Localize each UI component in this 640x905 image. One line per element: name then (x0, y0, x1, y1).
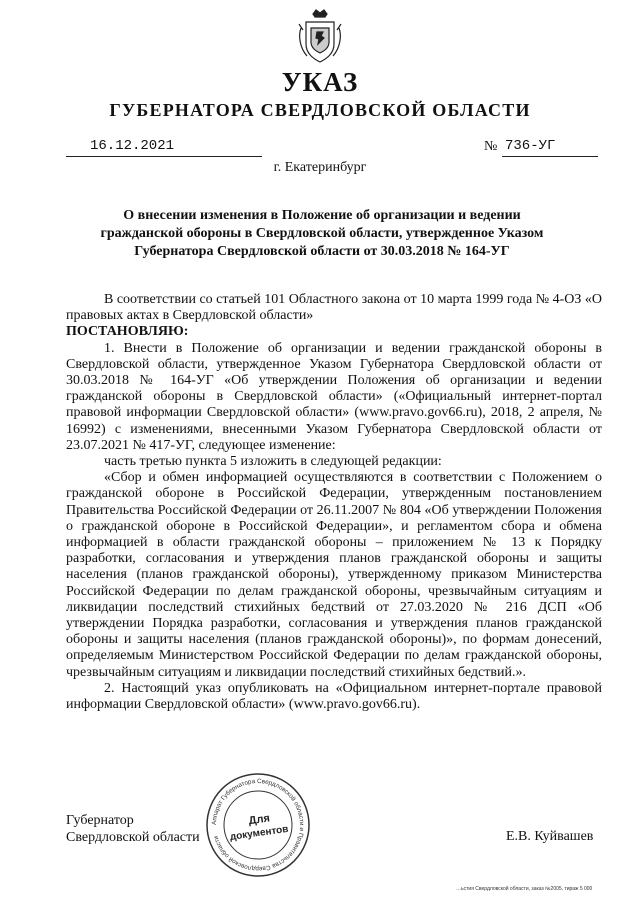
quoted-text: «Сбор и обмен информацией осуществляются в соответствии с Положением о гражданской обороне в Российской Федерации, утвержденным постановлением Правительства Российской Федерации от 26.11.2007 № 804 «Об утверждении Положения о гражданской обороне в Российской Федерации», и регламентом сбора и обмена информацией в области гражданской обороны – приложением № 13 к Порядку разработки, согласования и утверждения планов гражданской обороны и защиты населения (планов гражданской обороны), утвержденному приказом Министерства Российской Федерации по делам гражданской обороны, чрезвычайным ситуациям и ликвидации последствий стихийных бедствий от 27.03.2020 № 216 ДСП «Об утверждении Порядка разработки, согласования и утверждения планов гражданской обороны и защиты населения (планов гражданской обороны)», по формам донесений, определяемым Министерством Российской Федерации по делам гражданской обороны, чрезвычайным ситуациям и ликвидации последствий стихийных бедствий.». (66, 470, 602, 680)
print-footer: …ьстия Свердловской области, заказ №2005, тираж 5 000 (456, 886, 593, 892)
stamp-line-2: документов (229, 823, 290, 843)
document-title: О внесении изменения в Положение об организации и ведении гражданской обороны в Свердловской области, утвержденное Указом Губернатора Свердловской области от 30.03.2018 № 164-УГ (100, 208, 544, 259)
coat-of-arms-icon (297, 8, 343, 66)
document-number: 736-УГ (505, 138, 556, 154)
preamble: В соответствии со статьей 101 Областного закона от 10 марта 1999 года № 4-ОЗ «О правовых актах в Свердловской области» (66, 292, 602, 324)
resolve-heading: ПОСТАНОВЛЯЮ: (66, 324, 189, 340)
stamp-ring-text: Аппарат Губернатора Свердловской области и Правительства Свердловской области (210, 777, 306, 873)
date-underline (66, 156, 262, 157)
number-underline (502, 156, 598, 157)
document-body (66, 292, 602, 713)
city: г. Екатеринбург (273, 160, 367, 175)
signatory-name: Е.В. Куйвашев (506, 829, 594, 844)
item-1-sub: часть третью пункта 5 изложить в следующей редакции: (104, 454, 442, 470)
signature-position (66, 812, 200, 846)
document-date: 16.12.2021 (90, 138, 175, 154)
issuer-heading: ГУБЕРНАТОРА СВЕРДЛОВСКОЙ ОБЛАСТИ (109, 100, 531, 120)
item-2: 2. Настоящий указ опубликовать на «Официальном интернет-портале правовой информации Свердловской области» (www.pravo.gov66.ru). (66, 680, 602, 713)
number-sign: № (484, 139, 498, 154)
item-1: 1. Внести в Положение об организации и ведении гражданской обороны в Свердловской области, утвержденное Указом Губернатора Свердловской области от 30.03.2018 № 164-УГ «Об утверждении Положения об организации и ведении гражданской обороны в Свердловской области» («Официальный интернет-портал правовой информации Свердловской области» (www.pravo.gov66.ru), 2018, 2 апреля, № 16992) с изменениями, внесенными Указом Губернатора Свердловской области от 23.07.2021 № 417-УГ, следующее изменение: (66, 340, 602, 453)
official-stamp (204, 771, 312, 879)
position-line-1: Губернатор (66, 813, 134, 828)
stamp-line-1: Для (247, 812, 271, 828)
document-type: УКАЗ (281, 67, 359, 97)
position-line-2: Свердловской области (66, 830, 200, 845)
